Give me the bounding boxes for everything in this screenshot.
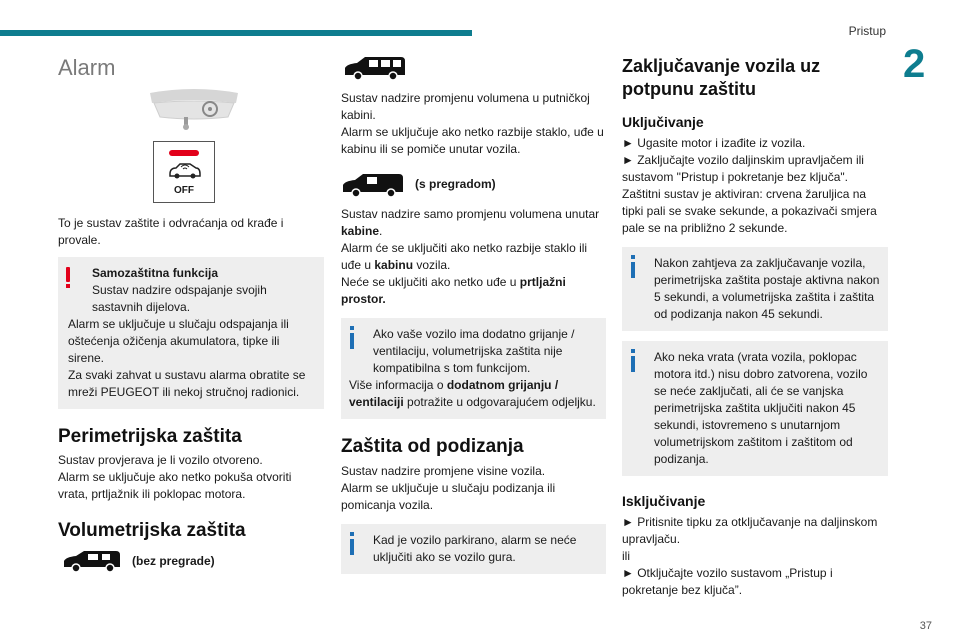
volumetric-text-2a: Sustav nadzire samo promjenu volumena unutar kabine. (341, 207, 600, 238)
alarm-off-button-icon (153, 141, 215, 203)
warning-text-3: Za svaki zahvat u sustavu alarma obratite se mreži PEUGEOT ili nekoj stručnoj radionici. (68, 368, 306, 399)
warning-text-2: Alarm se uključuje u slučaju odspajanja ili oštećenja ožičenja akumulatora, tipke ili sirene. (68, 317, 289, 365)
unlock-step-1: ► Pritisnite tipku za otključavanje na daljinskom upravljaču. (622, 515, 878, 546)
perimetric-text-1: Sustav provjerava je li vozilo otvoreno. (58, 453, 263, 467)
volumetric-title: Volumetrijska zaštita (58, 520, 246, 541)
perimetric-title: Perimetrijska zaštita (58, 426, 242, 447)
van-icon (62, 549, 124, 573)
unlock-or: ili (622, 549, 630, 563)
section-label: Pristup (848, 24, 886, 38)
warning-title: Samozaštitna funkcija (92, 266, 219, 280)
info-icon (631, 262, 635, 278)
info-parked-text: Kad je vozilo parkirano, alarm se neće uključiti ako se vozilo gura. (373, 533, 577, 564)
partition-label: (s pregradom) (415, 177, 496, 191)
van-row-no-partition (62, 549, 324, 573)
van-icon-passenger (343, 55, 606, 86)
lock-step-2: ► Zaključajte vozilo daljinskim upravljačem ili sustavom "Pristup i pokretanje bez ključa". (622, 153, 864, 184)
column-2 (341, 55, 606, 574)
info-doors-text: Ako neka vrata (vrata vozila, poklopac motora itd.) nisu dobro zatvorena, vozilo se neće zaključati, ali će se vanjska perimetrijska zaštita uključiti nakon 45 sekundi, istovremeno s unutarnjom volumetrijskom zaštitom i zaštitom od podizanja. (654, 350, 868, 466)
chapter-number: 2 (903, 42, 926, 86)
volumetric-text-1b: Alarm se uključuje ako netko razbije staklo, uđe u kabinu ili se pomiče unutar vozila. (341, 125, 604, 156)
warning-text-1: Sustav nadzire odspajanje svojih sastavnih dijelova. (92, 283, 267, 314)
warning-box (58, 257, 324, 409)
van-row-partition (341, 172, 606, 198)
rear-view-mirror-icon (146, 87, 242, 131)
info-icon (350, 333, 354, 349)
alarm-intro: To je sustav zaštite i odvraćanja od krađe i provale. (58, 216, 284, 247)
alarm-title: Alarm (58, 55, 116, 80)
info-icon (631, 356, 635, 372)
page-number: 37 (919, 620, 932, 632)
no-partition-label: (bez pregrade) (132, 554, 215, 568)
info-delay-text: Nakon zahtjeva za zaključavanje vozila, perimetrijska zaštita postaje aktivna nakon 5 sekundi, a volumetrijska zaštita i zaštita od podizanja nakon 45 sekundi. (654, 256, 880, 321)
volumetric-text-1a: Sustav nadzire promjenu volumena u putničkoj kabini. (341, 91, 590, 122)
warning-icon (66, 267, 70, 282)
volumetric-text-2c: Neće se uključiti ako netko uđe u prtljažni prostor. (341, 275, 566, 306)
lift-protection-title: Zaštita od podizanja (341, 436, 524, 457)
info-box-parked (341, 524, 606, 574)
lock-step-3: Zaštitni sustav je aktiviran: crvena žaruljica na tipki pali se svake sekunde, a pokazivači smjera pale se na približno 2 sekunde. (622, 187, 877, 235)
lock-step-1: ► Ugasite motor i izađite iz vozila. (622, 136, 806, 150)
full-protection-title: Zaključavanje vozila uz potpunu zaštitu (622, 56, 821, 99)
unlock-step-2: ► Otključajte vozilo sustavom „Pristup i pokretanje bez ključa”. (622, 566, 833, 597)
van-icon (341, 172, 407, 198)
off-label: OFF (174, 185, 194, 196)
info-box-delay (622, 247, 888, 331)
lift-text-2: Alarm se uključuje u slučaju podizanja ili pomicanja vozila. (341, 481, 556, 512)
volumetric-text-2b: Alarm će se uključiti ako netko razbije staklo ili uđe u kabinu vozila. (341, 241, 588, 272)
info-box-doors (622, 341, 888, 476)
info-box-heating (341, 318, 606, 419)
perimetric-text-2: Alarm se uključuje ako netko pokuša otvoriti vrata, prtljažnik ili poklopac motora. (58, 470, 292, 501)
lift-text-1: Sustav nadzire promjene visine vozila. (341, 464, 546, 478)
column-1 (58, 55, 324, 573)
header-accent-bar (0, 30, 472, 36)
column-3 (622, 55, 888, 599)
lock-title: Uključivanje (622, 114, 704, 130)
info-icon (350, 539, 354, 555)
unlock-title: Isključivanje (622, 493, 706, 509)
info-heating-text-1: Ako vaše vozilo ima dodatno grijanje / ventilaciju, volumetrijska zaštita nije kompatibilna s tom funkcijom. (373, 327, 575, 375)
info-heating-text-2: Više informacija o dodatnom grijanju / ventilaciji potražite u odgovarajućem odjeljku. (349, 378, 596, 409)
